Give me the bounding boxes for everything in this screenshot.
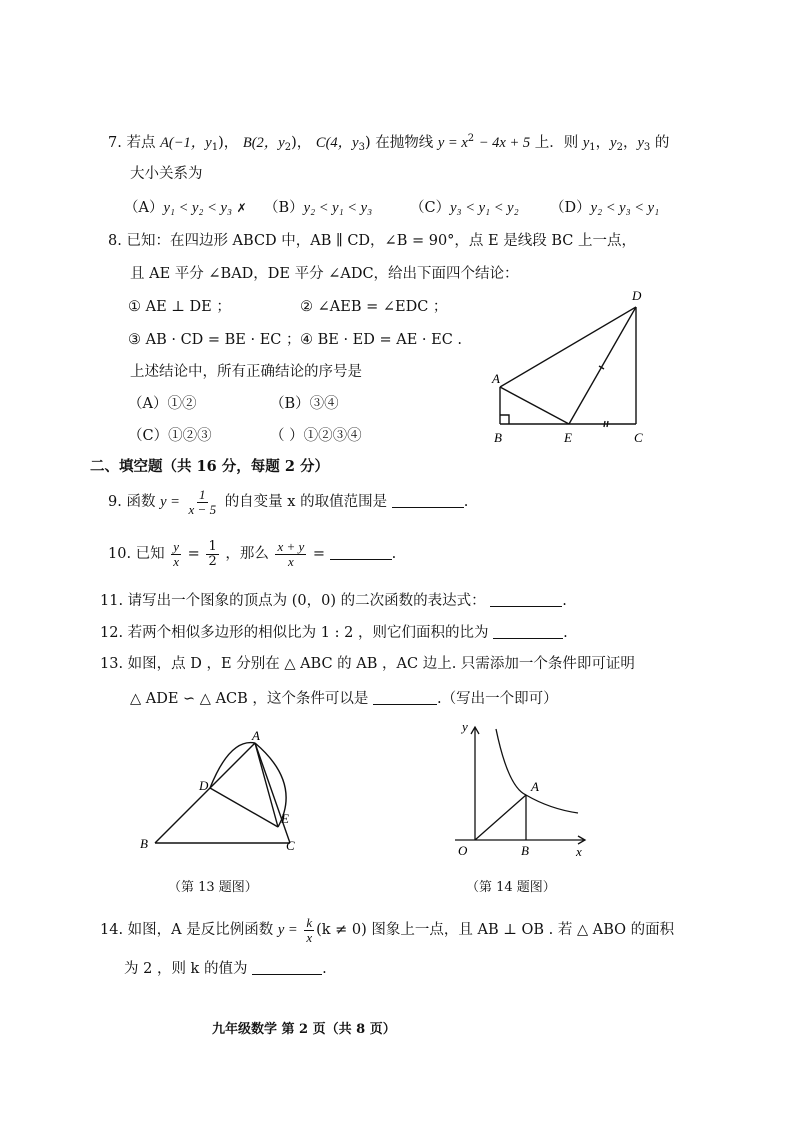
q14-label-y: y (462, 719, 468, 734)
q7-parabola: y = x (437, 135, 468, 151)
q14-figure (450, 715, 600, 865)
q7-option-b: （B）y₂ < y₁ < y₃ (264, 200, 373, 216)
q9-answer-blank[interactable] (392, 493, 464, 508)
q14-label-o: O (458, 843, 468, 858)
q8-label-b: B (494, 430, 502, 445)
q13-line2: △ ADE ∽ △ ACB ，这个条件可以是 .（写出一个即可） (130, 691, 558, 707)
q12-number: 12. (100, 625, 124, 641)
section-2-heading: 二、填空题（共 16 分，每题 2 分） (90, 458, 329, 475)
q13-figure (130, 728, 310, 858)
q7-text-a: 若点 (126, 135, 156, 151)
q8-conclusion-2: ② ∠AEB = ∠EDC ； (300, 299, 448, 315)
q9-fraction: $\frac{1}{x - 5}$ (188, 487, 217, 517)
q10-line: 10. 已知 $\frac{y}{x}$ = $\frac{1}{2}$ ，那么 $\frac{x + y}{x}$ = . (108, 539, 397, 569)
q8-line2: 且 AE 平分 ∠BAD，DE 平分 ∠ADC，给出下面四个结论： (130, 266, 519, 282)
q14-caption: （第 14 题图） (466, 880, 556, 895)
q7-option-a: （A）y₁ < y₂ < y₃ ✗ (124, 200, 247, 216)
q14-label-a: A (531, 779, 539, 794)
check-mark-icon: ✗ (236, 201, 247, 215)
q7-line2: 大小关系为 (130, 166, 203, 182)
q13-label-d: D (199, 778, 209, 793)
q13-line1: 13. 如图，点 D ，E 分别在 △ ABC 的 AB ，AC 边上. 只需添加一个条件即可证明 (100, 656, 635, 672)
q8-conclusion-4: ④ BE · ED = AE · EC . (300, 332, 463, 348)
q13-answer-blank[interactable] (373, 690, 437, 705)
q7-point-b: B(2，y (242, 135, 285, 151)
q14-label-x: x (576, 844, 582, 859)
q7-point-a: A(−1，y (160, 135, 212, 151)
q11-line: 11. 请写出一个图象的顶点为 (0，0) 的二次函数的表达式： . (100, 593, 567, 609)
q7-option-c: （C）y₃ < y₁ < y₂ (410, 200, 519, 216)
q8-conclusion-1: ① AE ⊥ DE ； (128, 299, 231, 315)
q14-answer-blank[interactable] (252, 960, 322, 975)
q7-on: 在抛物线 (375, 135, 434, 151)
q13-label-e: E (281, 811, 289, 826)
q8-number: 8. (108, 233, 122, 249)
q10-answer-blank[interactable] (330, 545, 392, 560)
q13-label-b: B (140, 836, 148, 851)
q7-line1: 7. 若点 A(−1，$y_1$)， B(2，$y_2$)， C(4，$y_3$) 在抛物线 $y = x^2 - 4x + 5$ 上．则 $y_1$，$y_2$，$y_3$ 的 (108, 133, 670, 153)
q8-figure (480, 282, 660, 450)
q8-option-c: （C）①②③ (128, 428, 212, 444)
q7-text-b: 上．则 (534, 135, 579, 151)
q8-option-b: （B）③④ (270, 396, 339, 412)
q8-label-c: C (634, 430, 643, 445)
q14-label-b: B (521, 843, 529, 858)
q8-text1: 已知：在四边形 ABCD 中，AB ∥ CD，∠B = 90°，点 E 是线段 BC 上一点， (126, 233, 636, 249)
q8-question: 上述结论中，所有正确结论的序号是 (130, 364, 362, 380)
q11-answer-blank[interactable] (490, 592, 562, 607)
q7-text-c: 的 (654, 135, 670, 151)
q14-number: 14. (100, 922, 124, 939)
q13-caption: （第 13 题图） (168, 880, 258, 895)
q13-number: 13. (100, 656, 124, 672)
q7-parabola-rest: − 4x + 5 (478, 135, 531, 151)
q12-line: 12. 若两个相似多边形的相似比为 1 : 2 ，则它们面积的比为 . (100, 625, 568, 641)
q7-point-c: C(4，y (315, 135, 359, 151)
q8-option-a: （A）①② (128, 396, 197, 412)
q13-label-c: C (286, 838, 295, 853)
q8-conclusion-3: ③ AB · CD = BE · EC ； (128, 332, 301, 348)
q14-line2: 为 2 ，则 k 的值为 . (124, 961, 327, 977)
q8-label-a: A (492, 371, 500, 386)
q9-line: 9. 函数 y = $\frac{1}{x - 5}$ 的自变量 x 的取值范围是 . (108, 487, 469, 517)
q12-answer-blank[interactable] (493, 624, 563, 639)
q7-number: 7. (108, 135, 122, 151)
page-footer: 九年级数学 第 2 页（共 8 页） (212, 1022, 396, 1037)
q8-line1 (108, 233, 636, 250)
q11-number: 11. (100, 593, 124, 609)
q8-label-d: D (632, 288, 642, 303)
q9-number: 9. (108, 494, 122, 511)
q14-line1: 14. 如图，A 是反比例函数 y = $\frac{k}{x}$ (k ≠ 0) 图象上一点，且 AB ⊥ OB . 若 △ ABO 的面积 (100, 915, 675, 945)
q10-number: 10. (108, 546, 132, 563)
q13-label-a: A (252, 728, 260, 743)
q7-option-d: （D）y₂ < y₃ < y₁ (550, 200, 660, 216)
q8-option-d: （ ）①②③④ (270, 428, 362, 444)
q8-label-e: E (564, 430, 572, 445)
